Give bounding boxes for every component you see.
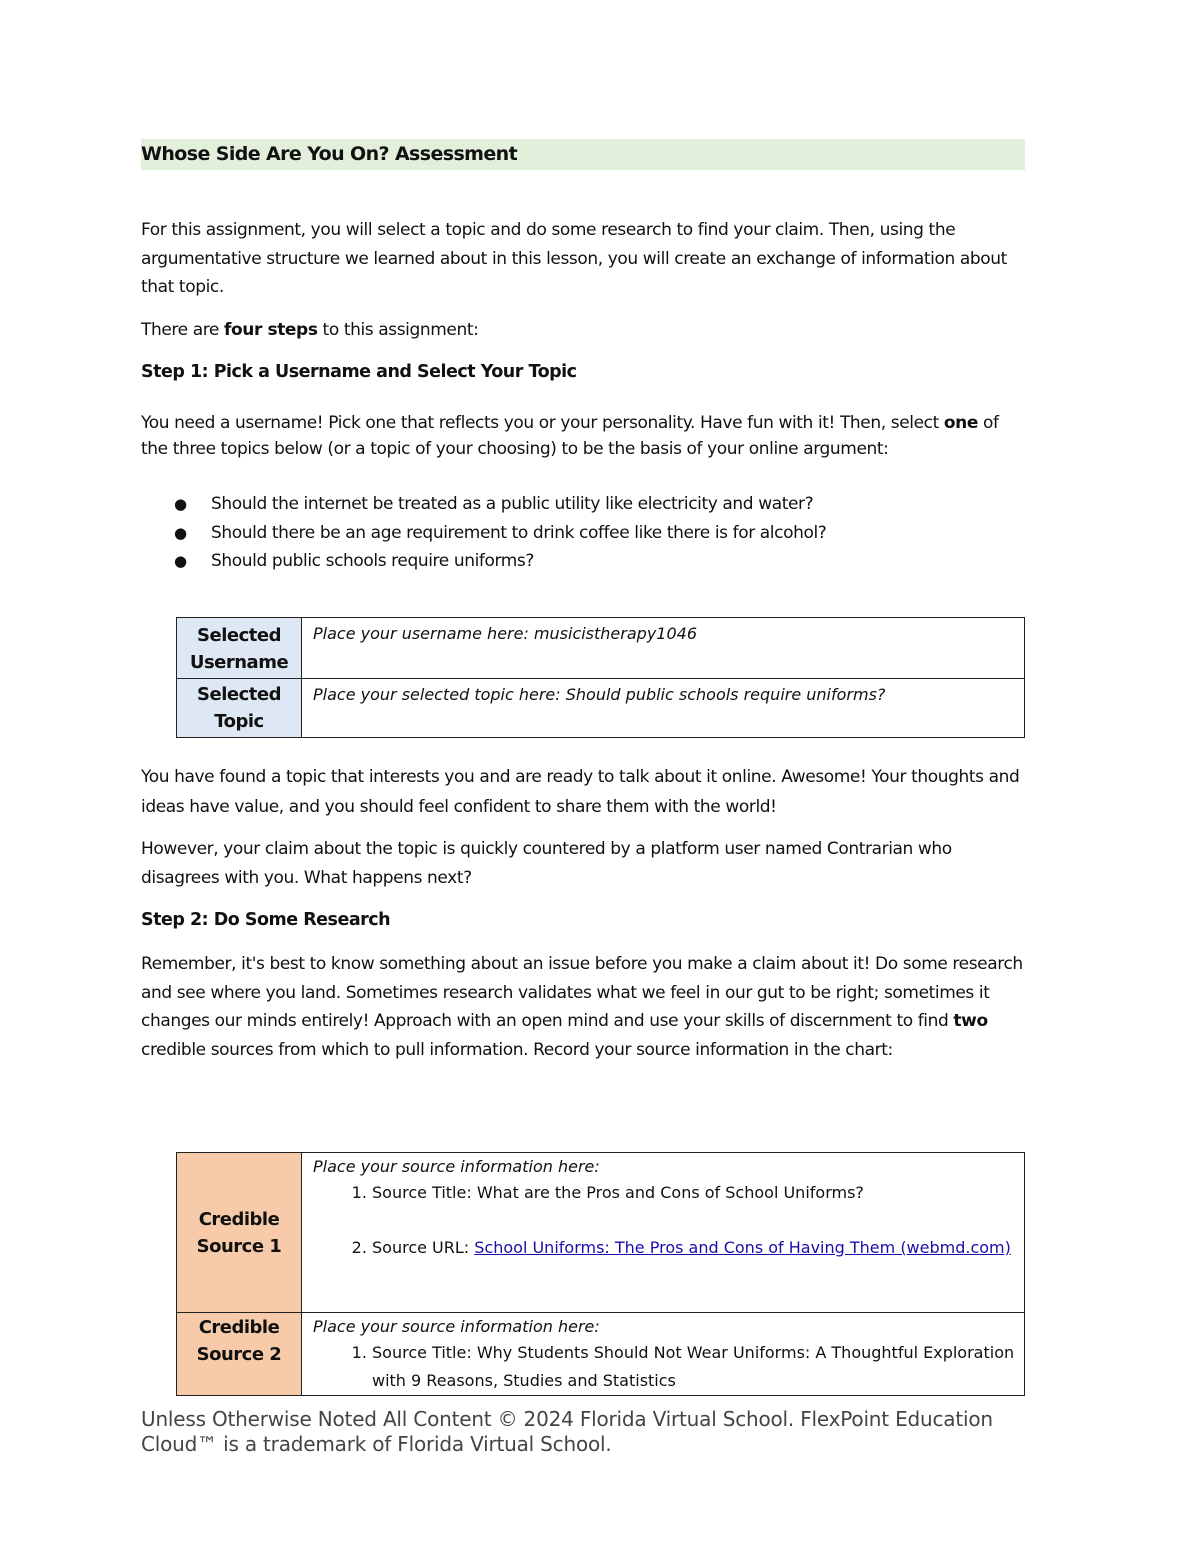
sources-table (176, 1152, 1025, 1396)
topic-list (141, 490, 1025, 576)
list-item (174, 519, 1025, 548)
list-item (174, 547, 1025, 576)
steps-post: to this assignment: (317, 319, 479, 340)
bullet-icon: ● (174, 495, 187, 513)
step2-emphasis: two (953, 1011, 988, 1031)
list-item: 1. Source Title: What are the Pros and Cons of School Uniforms? (372, 1179, 1024, 1207)
page-title: Whose Side Are You On? Assessment (141, 139, 1025, 170)
after-paragraph-1: You have found a topic that interests you and are ready to talk about it online. Awesome! Your thoughts and ideas have value, and you should feel confident to share them with the world! (141, 767, 1020, 817)
step1-heading: Step 1: Pick a Username and Select Your Topic (141, 362, 577, 382)
steps-count-line (141, 316, 1025, 345)
step1-post: of the three topics below (or a topic of your choosing) to be the basis of your online argument: (141, 413, 999, 459)
intro-paragraph: For this assignment, you will select a topic and do some research to find your claim. Then, using the argumentative structure we learned about in this lesson, you will create an exchange of information about that topic. (141, 220, 1007, 297)
source1-url-link[interactable]: School Uniforms: The Pros and Cons of Having Them (webmd.com) (474, 1237, 1011, 1257)
table-row (177, 1153, 1025, 1313)
list-item (174, 490, 1025, 519)
topic-label: Selected Topic (177, 679, 302, 738)
document-body (141, 139, 1025, 576)
username-label: Selected Username (177, 618, 302, 679)
copyright-footer: Unless Otherwise Noted All Content © 2024 Florida Virtual School. FlexPoint Education Cloud™ is a trademark of Florida Virtual School. (141, 1407, 993, 1456)
list-item: 1. Source Title: Why Students Should Not Wear Uniforms: A Thoughtful Exploration with 9 Reasons, Studies and Statistics (372, 1339, 1024, 1394)
table-row (177, 1313, 1025, 1396)
source1-label: Credible Source 1 (177, 1153, 302, 1313)
source1-cell (302, 1153, 1025, 1313)
table-row (177, 618, 1025, 679)
after-paragraph-2: However, your claim about the topic is quickly countered by a platform user named Contrarian who disagrees with you. What happens next? (141, 839, 952, 888)
source2-list (313, 1339, 1024, 1394)
steps-emphasis: four steps (224, 319, 318, 340)
source2-cell (302, 1313, 1025, 1396)
step2-pre: Remember, it's best to know something about an issue before you make a claim about it! Do some research and see where you land. Sometimes research validates what we feel in our gut to be right; sometimes it changes our minds entirely! Approach with an open mind and use your skills of discernment to find (141, 954, 1023, 1031)
source2-label: Credible Source 2 (177, 1313, 302, 1396)
step2-post: credible sources from which to pull information. Record your source information in the chart: (141, 1039, 893, 1060)
step2-heading: Step 2: Do Some Research (141, 910, 391, 930)
step1-paragraph (141, 410, 1025, 462)
topic-text: Should the internet be treated as a public utility like electricity and water? (211, 494, 814, 514)
step1-pre: You need a username! Pick one that reflects you or your personality. Have fun with it! Then, select (141, 413, 944, 433)
step2-paragraph (141, 950, 1025, 1064)
source1-prompt: Place your source information here: (313, 1157, 600, 1176)
list-item: 2. Source URL: School Uniforms: The Pros and Cons of Having Them (webmd.com) (372, 1234, 1024, 1262)
source1-title: What are the Pros and Cons of School Uniforms? (476, 1183, 864, 1202)
source1-list (313, 1179, 1024, 1261)
topic-text: Should public schools require uniforms? (211, 551, 535, 571)
step1-emphasis: one (943, 413, 978, 433)
source2-title: Why Students Should Not Wear Uniforms: A Thoughtful Exploration with 9 Reasons, Studies and Statistics (372, 1343, 1015, 1390)
selection-table (176, 617, 1025, 738)
table-row (177, 679, 1025, 738)
username-field[interactable]: Place your username here: musicistherapy1046 (302, 618, 1025, 679)
steps-pre: There are (141, 319, 224, 340)
after-table-section (141, 763, 1025, 1078)
topic-field[interactable]: Place your selected topic here: Should public schools require uniforms? (302, 679, 1025, 738)
bullet-icon: ● (174, 523, 187, 542)
topic-text: Should there be an age requirement to drink coffee like there is for alcohol? (211, 522, 827, 543)
bullet-icon: ● (174, 552, 187, 570)
source2-prompt: Place your source information here: (313, 1317, 600, 1336)
